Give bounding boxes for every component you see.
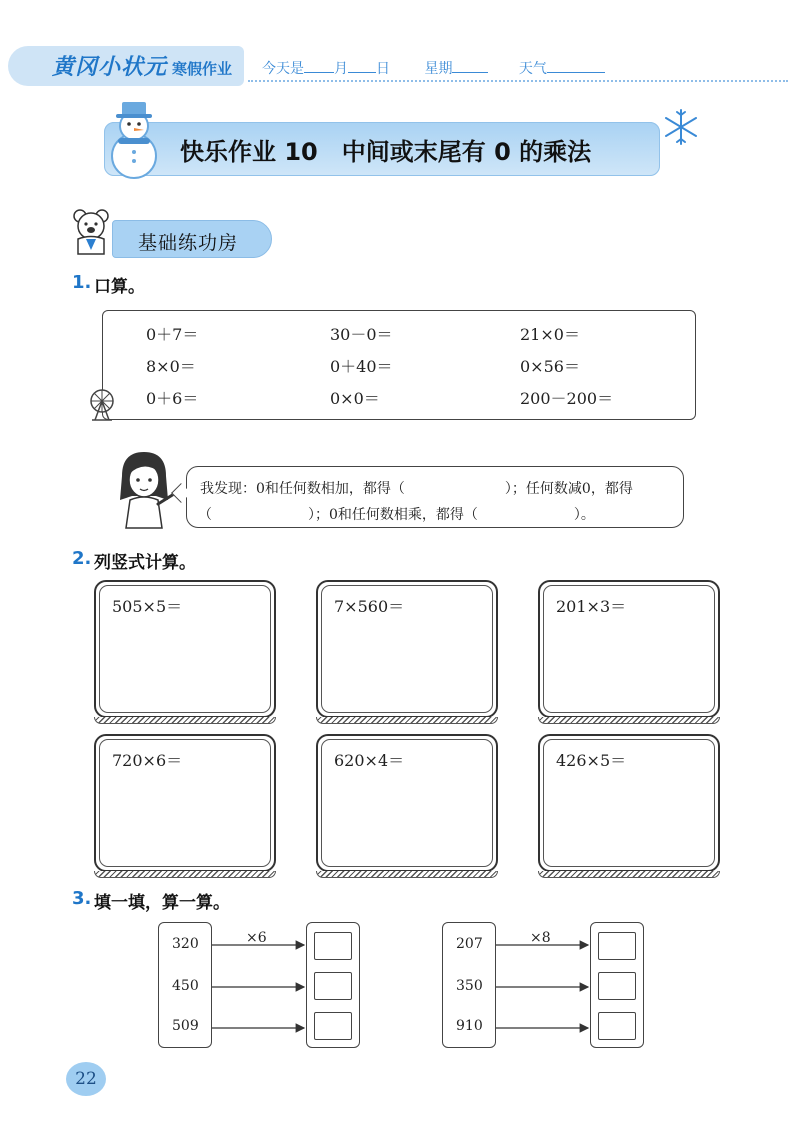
q1-number: 1. xyxy=(72,272,92,293)
oral-item: 0＋6＝ xyxy=(146,389,199,408)
calc-box[interactable] xyxy=(94,580,276,718)
q3-number: 3. xyxy=(72,888,92,909)
day-blank xyxy=(348,61,376,73)
calc-box[interactable] xyxy=(538,580,720,718)
source-value: 910 xyxy=(456,1018,483,1034)
day-label: 日 xyxy=(376,61,390,77)
source-value: 207 xyxy=(456,936,483,952)
oral-item: 0×0＝ xyxy=(330,389,380,408)
month-label: 月 xyxy=(334,61,348,77)
page-number: 22 xyxy=(66,1062,106,1096)
calc-problem: 7×560＝ xyxy=(334,597,405,616)
answer-slot[interactable] xyxy=(314,932,352,960)
brand-logo: 黄冈小状元 xyxy=(52,54,168,80)
calc-problem: 620×4＝ xyxy=(334,751,405,770)
operator-label: ×6 xyxy=(246,930,267,946)
bubble-text: 我发现：0和任何数相加，都得（ xyxy=(200,481,405,497)
bubble-line-1 xyxy=(200,478,633,498)
today-label: 今天是 xyxy=(262,61,304,77)
source-value: 320 xyxy=(172,936,199,952)
ferris-wheel-icon xyxy=(88,388,116,422)
girl-icon xyxy=(110,450,180,530)
oral-item: 21×0＝ xyxy=(520,325,580,344)
answer-slot[interactable] xyxy=(314,1012,352,1040)
snowflake-icon xyxy=(662,108,700,146)
source-value: 450 xyxy=(172,978,199,994)
oral-item: 30－0＝ xyxy=(330,325,393,344)
brand-subtitle: 寒假作业 xyxy=(172,60,233,78)
section-title: 基础练功房 xyxy=(138,232,239,254)
weather-blank xyxy=(547,61,605,73)
bubble-text: （ xyxy=(198,507,212,523)
bear-icon xyxy=(68,206,114,256)
weekday-label: 星期 xyxy=(424,61,453,77)
page-title: 快乐作业 10 中间或末尾有 0 的乘法 xyxy=(180,138,592,166)
calc-box[interactable] xyxy=(316,580,498,718)
date-weather-fields xyxy=(262,58,605,78)
operator-label: ×8 xyxy=(530,930,551,946)
q3-instruction: 填一填，算一算。 xyxy=(94,893,230,913)
weather-label: 天气 xyxy=(518,61,547,77)
answer-slot[interactable] xyxy=(598,1012,636,1040)
q2-number: 2. xyxy=(72,548,92,569)
weekday-blank xyxy=(452,61,488,73)
source-value: 509 xyxy=(172,1018,199,1034)
calc-problem: 720×6＝ xyxy=(112,751,183,770)
oral-item: 0×56＝ xyxy=(520,357,580,376)
bubble-text: ）。 xyxy=(573,507,595,523)
calc-box[interactable] xyxy=(316,734,498,872)
oral-item: 0＋7＝ xyxy=(146,325,199,344)
source-value: 350 xyxy=(456,978,483,994)
mapping-arrows xyxy=(212,940,308,1040)
month-blank xyxy=(304,61,334,73)
answer-slot[interactable] xyxy=(314,972,352,1000)
calc-problem: 426×5＝ xyxy=(556,751,627,770)
calc-box[interactable] xyxy=(538,734,720,872)
q1-instruction: 口算。 xyxy=(94,277,145,297)
q2-instruction: 列竖式计算。 xyxy=(94,553,196,573)
oral-item: 200－200＝ xyxy=(520,389,614,408)
calc-problem: 201×3＝ xyxy=(556,597,627,616)
mapping-arrows xyxy=(496,940,592,1040)
calc-box[interactable] xyxy=(94,734,276,872)
header-divider xyxy=(248,80,788,82)
oral-item: 0＋40＝ xyxy=(330,357,393,376)
bubble-text: ）；0和任何数相乘，都得（ xyxy=(308,507,478,523)
bubble-text: ）；任何数减0，都得 xyxy=(504,481,633,497)
answer-slot[interactable] xyxy=(598,972,636,1000)
answer-slot[interactable] xyxy=(598,932,636,960)
oral-item: 8×0＝ xyxy=(146,357,196,376)
snowman-icon xyxy=(94,98,174,180)
bubble-line-2 xyxy=(198,504,595,524)
calc-problem: 505×5＝ xyxy=(112,597,183,616)
